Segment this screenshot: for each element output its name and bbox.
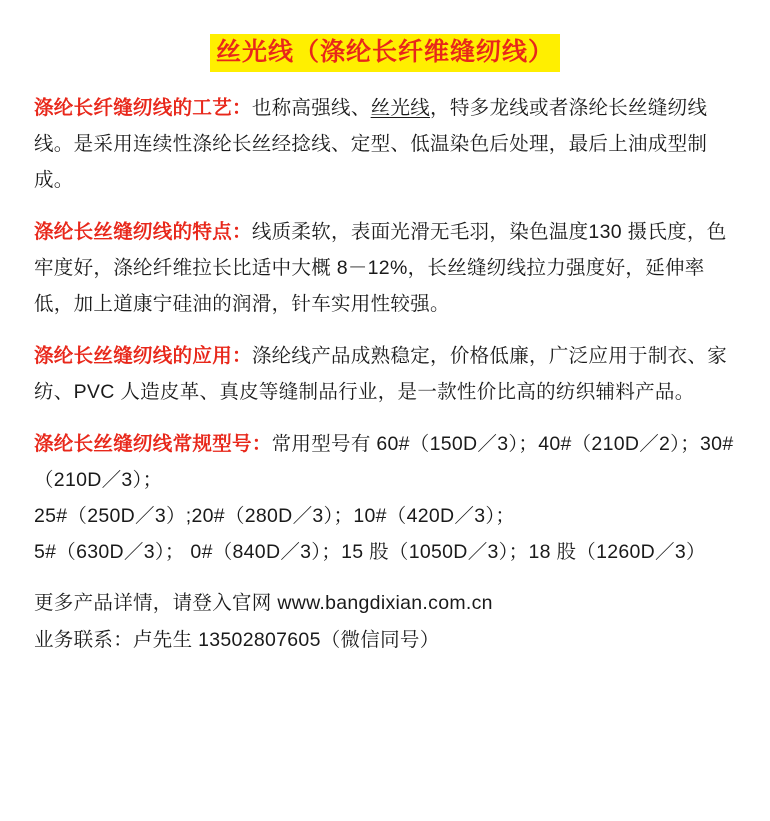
section-models-label: 涤纶长丝缝纫线常规型号 — [34, 433, 252, 456]
title-container — [34, 34, 736, 72]
section-features-separator: ： — [232, 220, 252, 243]
section-craft-body-2: ，特多龙线或者涤纶长丝缝纫线线。是采用连续性涤纶长丝经捻线、定型、低温染色后处理，最后上油成型制成。 — [34, 96, 708, 191]
section-applications — [34, 338, 736, 410]
section-features-body: 线质柔软，表面光滑无毛羽，染色温度130 摄氏度，色牢度好，涤纶纤维拉长比适中大概 8－12%，长丝缝纫线拉力强度好，延伸率低，加上道康宁硅油的润滑，针车实用性较强。 — [34, 220, 727, 316]
section-models-separator: ： — [251, 433, 272, 456]
section-models — [34, 426, 736, 570]
section-applications-separator: ： — [232, 345, 252, 368]
section-applications-label: 涤纶长丝缝纫线的应用 — [34, 345, 233, 368]
page-title: 丝光线（涤纶长纤维缝纫线） — [210, 34, 560, 72]
section-craft-separator: ： — [232, 96, 252, 119]
section-craft-underlined-term: 丝光线 — [370, 96, 431, 119]
website-line: 更多产品详情，请登入官网 www.bangdixian.com.cn — [34, 591, 493, 614]
models-line-1: 常用型号有 60#（150D／3）；40#（210D／2）；30#（210D／3）； — [34, 433, 734, 492]
section-features-label: 涤纶长丝缝纫线的特点 — [34, 220, 233, 243]
section-craft-body-1: 也称高强线、 — [251, 96, 371, 119]
models-line-3-row: 5#（630D／3）； 0#（840D／3）；15 股（1050D／3）；18 股（1260D／3） — [34, 541, 706, 564]
section-craft-label: 涤纶长纤缝纫线的工艺 — [34, 96, 233, 119]
section-features — [34, 214, 736, 322]
models-line-2-row: 25#（250D／3）;20#（280D／3）；10#（420D／3）； — [34, 505, 516, 528]
contact-line: 业务联系：卢先生 13502807605（微信同号） — [34, 628, 440, 651]
models-first-line — [34, 426, 736, 498]
footer — [34, 585, 736, 659]
section-craft — [34, 90, 736, 198]
section-applications-body: 涤纶线产品成熟稳定，价格低廉，广泛应用于制衣、家纺、PVC 人造皮革、真皮等缝制品行业，是一款性价比高的纺织辅料产品。 — [34, 345, 728, 404]
